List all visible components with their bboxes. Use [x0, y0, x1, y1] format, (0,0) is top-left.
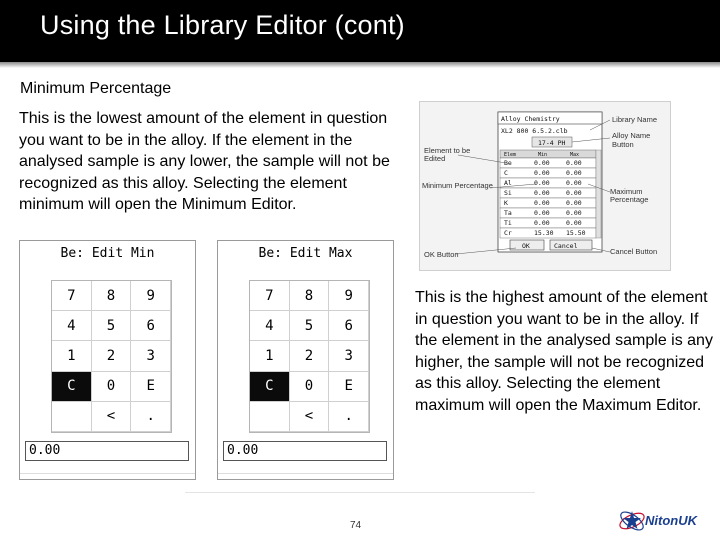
key-4[interactable]: 4: [250, 311, 290, 341]
callout-maximum-line1: Maximum: [610, 187, 643, 196]
col-min: Min: [538, 152, 548, 158]
row-min[interactable]: 0.00: [534, 159, 550, 167]
row-max[interactable]: 0.00: [566, 189, 582, 197]
key-blank: [250, 402, 290, 432]
key-decimal[interactable]: .: [329, 402, 369, 432]
key-enter[interactable]: E: [131, 372, 171, 402]
window-title: Alloy Chemistry: [501, 115, 560, 123]
minimum-description: This is the lowest amount of the element in question you want to be in the alloy. If the element in the analysed sample is any lower, the sample will not be recognized as this alloy. Selecting the element minimum will open the Minimum Editor.: [19, 110, 390, 213]
key-backspace[interactable]: <: [290, 402, 330, 432]
section-heading: Minimum Percentage: [20, 80, 172, 97]
callout-alloy-name-line1: Alloy Name: [612, 131, 651, 140]
key-6[interactable]: 6: [329, 311, 369, 341]
col-max: Max: [570, 152, 580, 158]
callout-minimum-percentage: Minimum Percentage: [422, 181, 493, 190]
key-blank: [52, 402, 92, 432]
minimum-value-field[interactable]: 0.00: [25, 441, 189, 461]
minimum-editor-bottom: [20, 473, 195, 479]
key-3[interactable]: 3: [329, 341, 369, 371]
page-number: 74: [350, 520, 362, 531]
table-scrollbar[interactable]: [596, 150, 601, 238]
minimum-editor: [19, 240, 196, 480]
key-6[interactable]: 6: [131, 311, 171, 341]
row-element[interactable]: Be: [504, 159, 512, 167]
maximum-keypad: [249, 280, 370, 433]
key-5[interactable]: 5: [290, 311, 330, 341]
callout-element-line1: Element to be: [424, 146, 471, 155]
key-1[interactable]: 1: [250, 341, 290, 371]
cancel-button-label: Cancel: [554, 242, 578, 250]
minimum-editor-title: Be: Edit Min: [60, 246, 155, 261]
maximum-value-field[interactable]: 0.00: [223, 441, 387, 461]
callout-cancel-button: Cancel Button: [610, 247, 658, 256]
row-min[interactable]: 0.00: [534, 169, 550, 177]
ok-button-label: OK: [522, 242, 530, 250]
row-min[interactable]: 0.00: [534, 189, 550, 197]
key-decimal[interactable]: .: [131, 402, 171, 432]
key-clear[interactable]: C: [52, 372, 92, 402]
key-7[interactable]: 7: [52, 281, 92, 311]
row-max[interactable]: 0.00: [566, 159, 582, 167]
maximum-description: This is the highest amount of the element in question you want to be in the alloy. If the element in the analysed sample is any higher, the sample will not be recognized as this alloy. Selecting the element maximum will open the Maximum Editor.: [415, 289, 713, 414]
key-4[interactable]: 4: [52, 311, 92, 341]
callout-alloy-name-line2: Button: [612, 140, 634, 149]
alloy-chemistry-figure: [419, 101, 671, 271]
logo-text: NitonUK: [645, 513, 697, 528]
row-min[interactable]: 0.00: [534, 179, 550, 187]
title-bar: [0, 0, 720, 62]
callout-maximum-line2: Percentage: [610, 195, 649, 204]
element-rows: [500, 158, 596, 238]
alloy-chemistry-diagram: [420, 102, 672, 272]
row-element[interactable]: Si: [504, 189, 512, 197]
key-9[interactable]: 9: [329, 281, 369, 311]
col-elem: Elem: [504, 152, 517, 158]
key-1[interactable]: 1: [52, 341, 92, 371]
row-min[interactable]: 0.00: [534, 199, 550, 207]
key-5[interactable]: 5: [92, 311, 132, 341]
key-2[interactable]: 2: [290, 341, 330, 371]
callout-element-line2: Edited: [424, 154, 446, 163]
callout-ok-button: OK Button: [424, 250, 459, 259]
minimum-keypad: [51, 280, 172, 433]
row-element[interactable]: Al: [504, 179, 512, 187]
title-shadow: [0, 62, 720, 68]
row-max[interactable]: 15.50: [566, 229, 586, 237]
maximum-editor-bottom: [218, 473, 393, 479]
row-element[interactable]: C: [504, 169, 508, 177]
row-element[interactable]: Ti: [504, 219, 512, 227]
star-icon: [617, 505, 647, 537]
row-min[interactable]: 15.30: [534, 229, 554, 237]
maximum-editor: [217, 240, 394, 480]
key-2[interactable]: 2: [92, 341, 132, 371]
key-8[interactable]: 8: [290, 281, 330, 311]
key-0[interactable]: 0: [92, 372, 132, 402]
row-max[interactable]: 0.00: [566, 179, 582, 187]
row-max[interactable]: 0.00: [566, 209, 582, 217]
footer-divider: [185, 492, 535, 493]
row-element[interactable]: Ta: [504, 209, 512, 217]
key-7[interactable]: 7: [250, 281, 290, 311]
company-logo: [617, 505, 717, 537]
key-3[interactable]: 3: [131, 341, 171, 371]
alloy-name-label: 17-4 PH: [538, 139, 566, 147]
maximum-editor-title: Be: Edit Max: [258, 246, 353, 261]
key-9[interactable]: 9: [131, 281, 171, 311]
key-8[interactable]: 8: [92, 281, 132, 311]
row-min[interactable]: 0.00: [534, 209, 550, 217]
key-clear[interactable]: C: [250, 372, 290, 402]
key-backspace[interactable]: <: [92, 402, 132, 432]
row-max[interactable]: 0.00: [566, 169, 582, 177]
key-enter[interactable]: E: [329, 372, 369, 402]
row-max[interactable]: 0.00: [566, 199, 582, 207]
slide-title: Using the Library Editor (cont): [40, 10, 405, 40]
row-element[interactable]: Cr: [504, 229, 512, 237]
callout-library-name: Library Name: [612, 115, 658, 124]
row-max[interactable]: 0.00: [566, 219, 582, 227]
key-0[interactable]: 0: [290, 372, 330, 402]
row-element[interactable]: K: [504, 199, 508, 207]
row-min[interactable]: 0.00: [534, 219, 550, 227]
library-name: XL2 800 6.5.2.clb: [501, 127, 568, 135]
